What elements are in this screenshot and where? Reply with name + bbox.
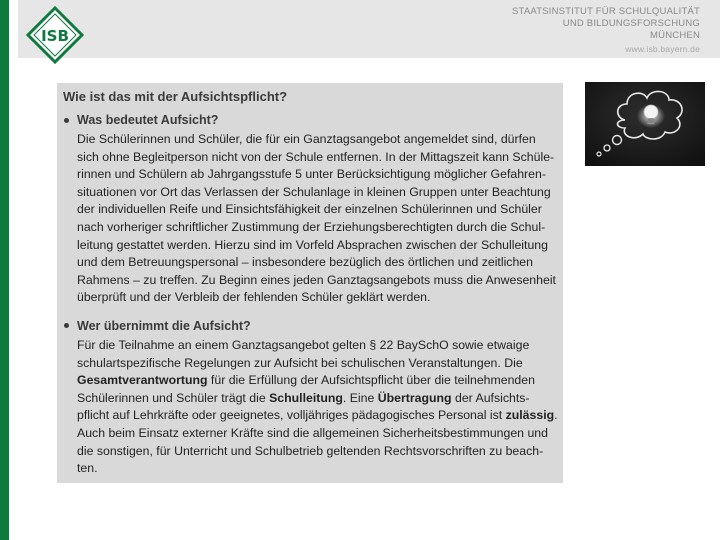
emphasis: Gesamtverantwortung — [77, 373, 208, 388]
accent-bar — [0, 0, 9, 540]
section-body — [77, 337, 559, 478]
text-line: nach vorheriger schriftlicher Zustimmung der Erziehungsberechtigten durch die Schul- — [77, 219, 546, 234]
text-line: und dem Betreuungspersonal – insbesondere bezüglich des örtlichen und zeitlichen — [77, 255, 533, 270]
bullet-icon — [64, 118, 69, 123]
institute-line: STAATSINSTITUT FÜR SCHULQUALITÄT — [512, 6, 700, 17]
text-line: rinnen und Schülern ab Jahrgangsstufe 5 unter Berücksichtigung möglicher Gefahren- — [77, 167, 546, 182]
text-line: sich ohne Begleitperson nicht von der Schule entfernen. In der Mittagszeit kann Schüle- — [77, 149, 555, 164]
text-line: Schülerinnen und Schüler trägt die Schulleitung. Eine Übertragung der Aufsichts- — [77, 390, 530, 405]
emphasis: Übertragung — [377, 390, 452, 405]
logo-text: ISB — [41, 27, 69, 45]
text-line: der individuellen Reife und Einsichtsfähigkeit der einzelnen Schülerinnen und Schüler — [77, 202, 542, 217]
lightbulb-thought-bubble-icon — [585, 82, 705, 166]
text-line: leitung gestattet werden. Hierzu sind im Vorfeld Absprachen zwischen der Schulleitung — [77, 237, 548, 252]
text-line: schulartspezifische Regelungen zur Aufsicht bei schulischen Veranstaltungen. Die — [77, 355, 523, 370]
bullet-icon — [64, 323, 69, 328]
page-title: Wie ist das mit der Aufsichtspflicht? — [63, 89, 288, 104]
header — [18, 0, 720, 58]
institute-line: UND BILDUNGSFORSCHUNG — [562, 18, 700, 30]
text-line: Die Schülerinnen und Schüler, die für ein Ganztagsangebot angemeldet sind, dürfen — [77, 132, 536, 146]
emphasis: zulässig — [505, 408, 555, 423]
text-line: Rahmens – zu treffen. Zu Beginn eines jeden Ganztagsangebots muss die Anwesenheit — [77, 272, 556, 287]
text-line: überprüft und der Verbleib der fehlenden Schüler geklärt werden. — [77, 290, 431, 305]
section-heading — [63, 319, 557, 333]
institute-url[interactable]: www.isb.bayern.de — [625, 43, 700, 54]
section-heading — [63, 113, 557, 127]
text-line: die sonstigen, für Unterricht und Schulbetrieb geltenden Rechtsvorschriften zu beach- — [77, 443, 544, 458]
text-line: Gesamtverantwortung für die Erfüllung der Aufsichtspflicht über die teilnehmenden — [77, 373, 535, 388]
emphasis: Schulleitung — [269, 390, 343, 405]
text-line: Auch beim Einsatz externer Kräfte sind die allgemeinen Sicherheitsbestimmungen und — [77, 425, 548, 440]
section-body — [77, 131, 559, 307]
isb-logo — [26, 6, 84, 64]
institute-line: MÜNCHEN — [650, 30, 700, 42]
text-line: ten. — [77, 461, 98, 476]
text-line: Für die Teilnahme an einem Ganztagsangebot gelten § 22 BaySchO sowie etwaige — [77, 337, 530, 352]
text-line: situationen vor Ort das Verlassen der Schulanlage in kleinen Gruppen unter Beachtung — [77, 184, 551, 199]
section-heading-text: Wer übernimmt die Aufsicht? — [77, 318, 251, 333]
institute-name — [512, 6, 700, 55]
content-panel — [57, 83, 563, 483]
section-heading-text: Was bedeutet Aufsicht? — [77, 113, 219, 127]
text-line: pflicht auf Lehrkräfte oder geeignetes, volljähriges pädagogisches Personal ist zulässig. — [77, 408, 558, 423]
lightbulb-photo — [585, 82, 705, 166]
